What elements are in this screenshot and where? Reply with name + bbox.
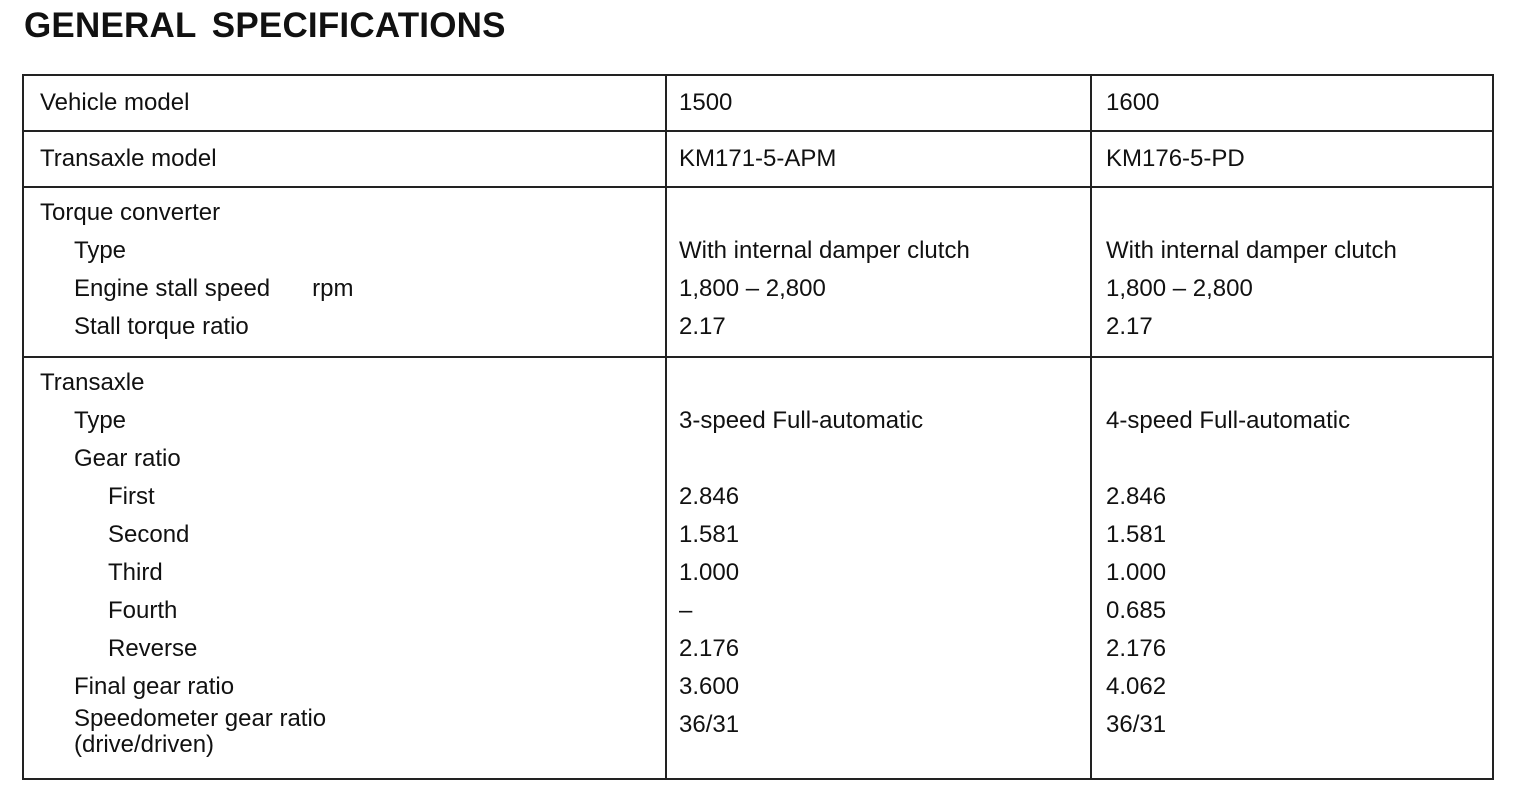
stall-speed-1500: 1,800 – 2,800 bbox=[679, 275, 826, 302]
tc-type-1600: With internal damper clutch bbox=[1106, 237, 1397, 264]
section-label-torque-converter: Torque converter bbox=[40, 199, 221, 226]
reverse-1600: 2.176 bbox=[1106, 635, 1167, 662]
vehicle-model-1600: 1600 bbox=[1106, 89, 1160, 116]
row-label-vehicle-model: Vehicle model bbox=[40, 89, 190, 116]
final-gear-1600: 4.062 bbox=[1106, 673, 1167, 700]
speedometer-1500: 36/31 bbox=[679, 711, 740, 738]
section-label-transaxle: Transaxle bbox=[40, 369, 145, 396]
tc-type-label: Type bbox=[74, 237, 127, 264]
final-gear-1500: 3.600 bbox=[679, 673, 740, 700]
stall-speed-label: Engine stall speed bbox=[74, 275, 271, 302]
page-title: GENERAL SPECIFICATIONS bbox=[24, 6, 506, 45]
transaxle-model-1500: KM171-5-APM bbox=[679, 145, 837, 172]
reverse-label: Reverse bbox=[108, 635, 198, 662]
fourth-label: Fourth bbox=[108, 597, 178, 624]
speedometer-label-sub: (drive/driven) bbox=[74, 731, 215, 758]
stall-speed-1600: 1,800 – 2,800 bbox=[1106, 275, 1253, 302]
tx-type-1500: 3-speed Full-automatic bbox=[679, 407, 924, 434]
fourth-1600: 0.685 bbox=[1106, 597, 1167, 624]
stall-torque-1600: 2.17 bbox=[1106, 313, 1153, 340]
stall-torque-1500: 2.17 bbox=[679, 313, 726, 340]
third-1500: 1.000 bbox=[679, 559, 740, 586]
transaxle-model-1600: KM176-5-PD bbox=[1106, 145, 1245, 172]
stall-torque-label: Stall torque ratio bbox=[74, 313, 249, 340]
tc-type-1500: With internal damper clutch bbox=[679, 237, 970, 264]
spec-table bbox=[22, 74, 1494, 780]
row-label-transaxle-model: Transaxle model bbox=[40, 145, 217, 172]
speedometer-label: Speedometer gear ratio bbox=[74, 705, 327, 732]
gear-ratio-label: Gear ratio bbox=[74, 445, 181, 472]
speedometer-1600: 36/31 bbox=[1106, 711, 1167, 738]
first-1500: 2.846 bbox=[679, 483, 740, 510]
table-row-torque-converter bbox=[23, 187, 1493, 357]
second-label: Second bbox=[108, 521, 190, 548]
third-label: Third bbox=[108, 559, 163, 586]
fourth-1500: – bbox=[679, 597, 693, 624]
table-row-transaxle-model bbox=[23, 131, 1493, 187]
tx-type-label: Type bbox=[74, 407, 127, 434]
vehicle-model-1500: 1500 bbox=[679, 89, 733, 116]
second-1500: 1.581 bbox=[679, 521, 740, 548]
first-1600: 2.846 bbox=[1106, 483, 1167, 510]
third-1600: 1.000 bbox=[1106, 559, 1167, 586]
final-gear-label: Final gear ratio bbox=[74, 673, 235, 700]
second-1600: 1.581 bbox=[1106, 521, 1167, 548]
tx-type-1600: 4-speed Full-automatic bbox=[1106, 407, 1351, 434]
stall-speed-unit: rpm bbox=[312, 275, 354, 302]
reverse-1500: 2.176 bbox=[679, 635, 740, 662]
first-label: First bbox=[108, 483, 155, 510]
table-row-vehicle-model bbox=[23, 75, 1493, 131]
table-row-transaxle bbox=[23, 357, 1493, 779]
